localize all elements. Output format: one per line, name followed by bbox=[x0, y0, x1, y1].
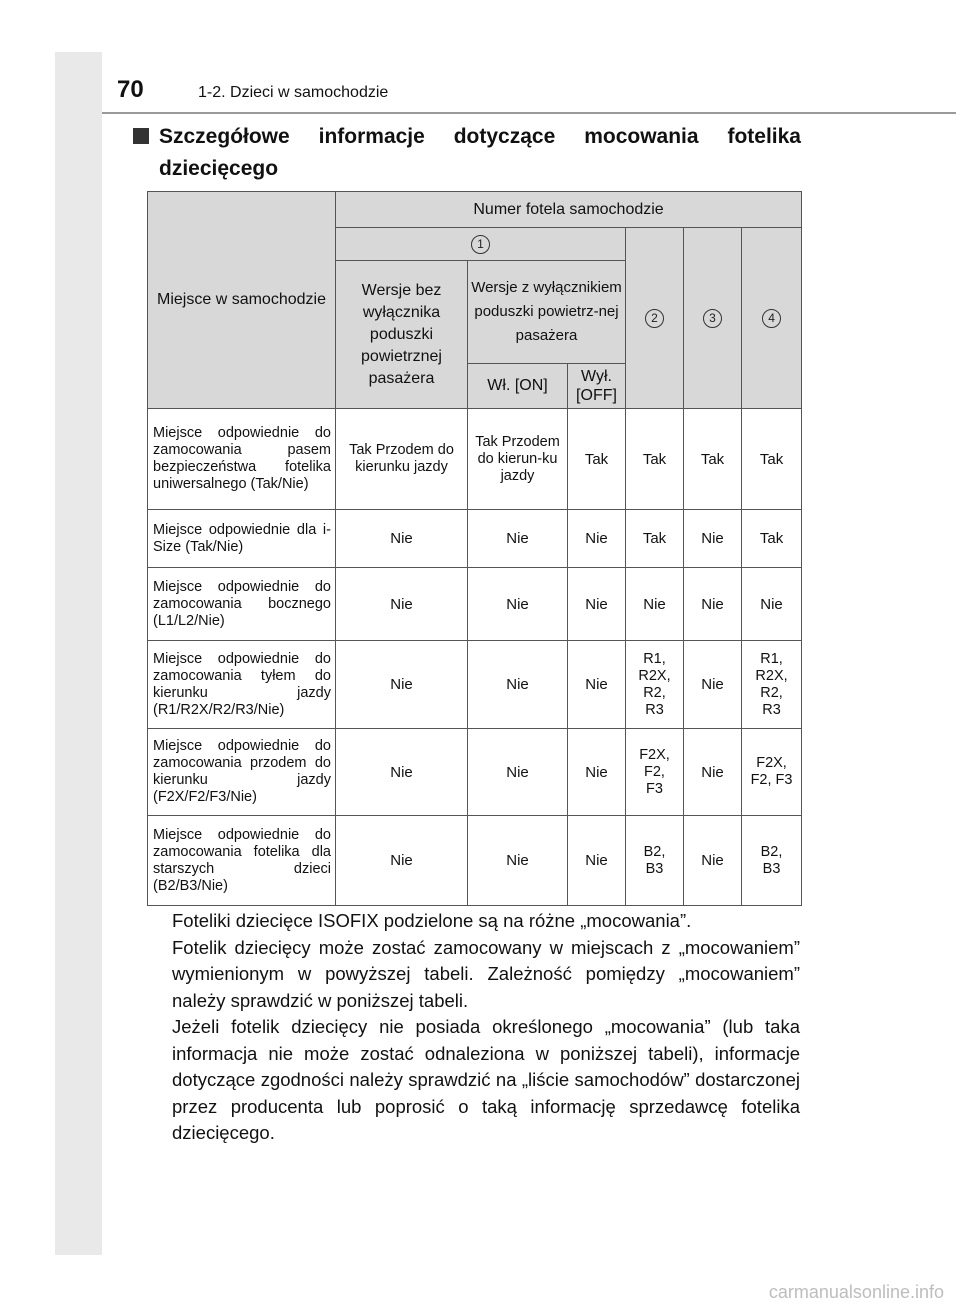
table-cell: Nie bbox=[684, 729, 742, 816]
table-row bbox=[148, 816, 802, 906]
row-label: Miejsce odpowiednie dla i-Size (Tak/Nie) bbox=[148, 510, 336, 568]
table-cell: Nie bbox=[568, 729, 626, 816]
table-cell: B2, B3 bbox=[742, 816, 802, 906]
header-divider bbox=[102, 112, 956, 114]
table-cell: Tak bbox=[684, 409, 742, 510]
seat-4-number: 4 bbox=[762, 309, 781, 328]
table-cell: Tak bbox=[626, 409, 684, 510]
table-cell: Nie bbox=[684, 641, 742, 729]
table-cell: F2X, F2, F3 bbox=[742, 729, 802, 816]
table-cell: Tak bbox=[568, 409, 626, 510]
table-cell: Nie bbox=[742, 568, 802, 641]
table-cell: Nie bbox=[336, 510, 468, 568]
table-cell: R1, R2X, R2, R3 bbox=[626, 641, 684, 729]
table-row bbox=[148, 568, 802, 641]
row-label: Miejsce odpowiednie do zamocowania tyłem do kierunku jazdy (R1/R2X/R2/R3/Nie) bbox=[148, 641, 336, 729]
table-cell: Nie bbox=[684, 816, 742, 906]
section-bullet-icon bbox=[133, 128, 149, 144]
seat-3-number: 3 bbox=[703, 309, 722, 328]
table-cell: Nie bbox=[468, 641, 568, 729]
page-sidebar bbox=[55, 52, 102, 1255]
chapter-title: 1-2. Dzieci w samochodzie bbox=[198, 84, 389, 101]
table-cell: Nie bbox=[468, 816, 568, 906]
table-cell: Nie bbox=[336, 641, 468, 729]
paragraph: Fotelik dziecięcy może zostać zamocowany w miejscach z „mocowaniem” wymienionym w powyższej tabeli. Zależność pomiędzy „mocowaniem” należy sprawdzić w poniższej tabeli. bbox=[172, 936, 800, 1011]
table-cell: R1, R2X, R2, R3 bbox=[742, 641, 802, 729]
table-cell: Tak bbox=[742, 510, 802, 568]
table-cell: Nie bbox=[468, 510, 568, 568]
header-band bbox=[102, 52, 957, 112]
table-row bbox=[148, 641, 802, 729]
seat-1-header bbox=[336, 228, 626, 261]
table-cell: Nie bbox=[568, 568, 626, 641]
table-cell: Tak Przodem do kierun-ku jazdy bbox=[468, 409, 568, 510]
table-cell: Tak Przodem do kierunku jazdy bbox=[336, 409, 468, 510]
table-cell: Nie bbox=[468, 729, 568, 816]
table-cell: Nie bbox=[568, 510, 626, 568]
table-cell: Nie bbox=[336, 568, 468, 641]
seat-number-header: Numer fotela samochodzie bbox=[336, 192, 802, 228]
table-cell: Nie bbox=[336, 729, 468, 816]
no-switch-version-header: Wersje bez wyłącznika poduszki powietrznej pasażera bbox=[336, 261, 468, 409]
seat-1-number: 1 bbox=[471, 235, 490, 254]
switch-on-header: Wł. [ON] bbox=[468, 364, 568, 409]
table-cell: Nie bbox=[568, 641, 626, 729]
table-cell: Tak bbox=[742, 409, 802, 510]
row-label: Miejsce odpowiednie do zamocowania fotelika dla starszych dzieci (B2/B3/Nie) bbox=[148, 816, 336, 906]
row-label: Miejsce odpowiednie do zamocowania pasem bezpieczeństwa fotelika uniwersalnego (Tak/Nie) bbox=[148, 409, 336, 510]
seat-2-header bbox=[626, 228, 684, 409]
row-label: Miejsce odpowiednie do zamocowania przodem do kierunku jazdy (F2X/F2/F3/Nie) bbox=[148, 729, 336, 816]
table-cell: Nie bbox=[568, 816, 626, 906]
page-number: 70 bbox=[117, 76, 144, 103]
table-row bbox=[148, 510, 802, 568]
section-title: Szczegółowe informacje dotyczące mocowania fotelika dziecięcego bbox=[159, 125, 801, 180]
row-label: Miejsce odpowiednie do zamocowania bocznego (L1/L2/Nie) bbox=[148, 568, 336, 641]
table-row bbox=[148, 409, 802, 510]
table-cell: Nie bbox=[684, 568, 742, 641]
table-cell: F2X, F2, F3 bbox=[626, 729, 684, 816]
paragraph: Foteliki dziecięce ISOFIX podzielone są na różne „mocowania”. bbox=[172, 910, 692, 931]
seat-4-header bbox=[742, 228, 802, 409]
switch-off-header: Wył. [OFF] bbox=[568, 364, 626, 409]
table-cell: Nie bbox=[684, 510, 742, 568]
isofix-table bbox=[147, 191, 802, 906]
table-row bbox=[148, 729, 802, 816]
seat-3-header bbox=[684, 228, 742, 409]
watermark: carmanualsonline.info bbox=[768, 1282, 944, 1302]
seat-2-number: 2 bbox=[645, 309, 664, 328]
switch-version-header: Wersje z wyłącznikiem poduszki powietrz-nej pasażera bbox=[468, 261, 626, 364]
location-header: Miejsce w samochodzie bbox=[148, 192, 336, 409]
table-cell: Tak bbox=[626, 510, 684, 568]
body-text bbox=[172, 908, 800, 1147]
table-cell: Nie bbox=[626, 568, 684, 641]
table-cell: B2, B3 bbox=[626, 816, 684, 906]
table-cell: Nie bbox=[336, 816, 468, 906]
paragraph: Jeżeli fotelik dziecięcy nie posiada określonego „mocowania” (lub taka informacja nie może zostać odnaleziona w poniższej tabeli), informacje dotyczące zgodności należy sprawdzić na „liście samochodów” dostarczonej przez producenta lub poprosić o taką informację sprzedawcę fotelika dziecięcego. bbox=[172, 1016, 800, 1143]
table-cell: Nie bbox=[468, 568, 568, 641]
